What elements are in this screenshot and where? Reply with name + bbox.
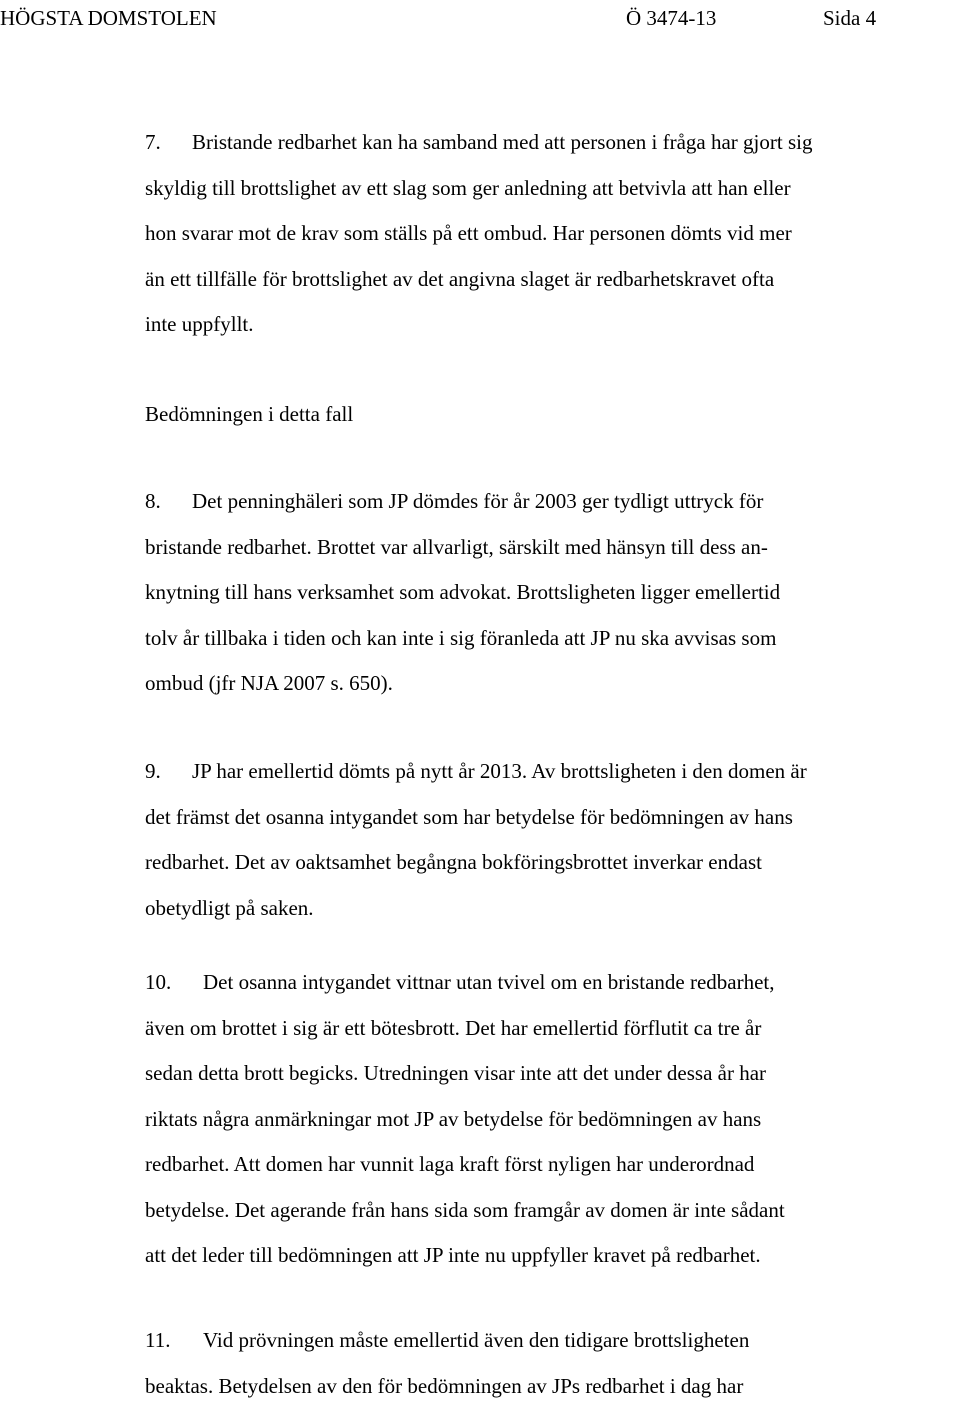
paragraph-line: tolv år tillbaka i tiden och kan inte i sig föranleda att JP nu ska avvisas som <box>145 616 960 662</box>
case-number: Ö 3474-13 <box>626 4 716 32</box>
paragraph-line: än ett tillfälle för brottslighet av det angivna slaget är redbarhetskravet ofta <box>145 257 960 303</box>
paragraph-line: redbarhet. Att domen har vunnit laga kraft först nyligen har underordnad <box>145 1142 960 1188</box>
paragraph-line: 8. Det penninghäleri som JP dömdes för år 2003 ger tydligt uttryck för <box>145 479 960 525</box>
paragraph-line: sedan detta brott begicks. Utredningen visar inte att det under dessa år har <box>145 1051 960 1097</box>
paragraph-number: 10. <box>145 960 203 1006</box>
paragraph-line: hon svarar mot de krav som ställs på ett ombud. Har personen dömts vid mer <box>145 211 960 257</box>
paragraph-line: redbarhet. Det av oaktsamhet begångna bokföringsbrottet inverkar endast <box>145 840 960 886</box>
paragraph-11 <box>145 1318 960 1409</box>
paragraph-line: 10. Det osanna intygandet vittnar utan tvivel om en bristande redbarhet, <box>145 960 960 1006</box>
paragraph-line: skyldig till brottslighet av ett slag som ger anledning att betvivla att han eller <box>145 166 960 212</box>
paragraph-line: knytning till hans verksamhet som advokat. Brottsligheten ligger emellertid <box>145 570 960 616</box>
paragraph-line: inte uppfyllt. <box>145 302 960 348</box>
paragraph-line: även om brottet i sig är ett bötesbrott. Det har emellertid förflutit ca tre år <box>145 1006 960 1052</box>
court-name: HÖGSTA DOMSTOLEN <box>0 4 217 32</box>
page-header <box>0 4 960 32</box>
paragraph-line: beaktas. Betydelsen av den för bedömningen av JPs redbarhet i dag har <box>145 1364 960 1409</box>
page-number: Sida 4 <box>823 4 876 32</box>
paragraph-7 <box>145 120 960 348</box>
paragraph-9 <box>145 749 960 931</box>
paragraph-number: 9. <box>145 749 192 795</box>
paragraph-10 <box>145 960 960 1279</box>
paragraph-line: bristande redbarhet. Brottet var allvarligt, särskilt med hänsyn till dess an- <box>145 525 960 571</box>
section-heading: Bedömningen i detta fall <box>145 392 353 438</box>
paragraph-8 <box>145 479 960 707</box>
paragraph-line: ombud (jfr NJA 2007 s. 650). <box>145 661 960 707</box>
paragraph-line: betydelse. Det agerande från hans sida som framgår av domen är inte sådant <box>145 1188 960 1234</box>
paragraph-line: 7. Bristande redbarhet kan ha samband med att personen i fråga har gjort sig <box>145 120 960 166</box>
paragraph-line: riktats några anmärkningar mot JP av betydelse för bedömningen av hans <box>145 1097 960 1143</box>
paragraph-number: 11. <box>145 1318 203 1364</box>
paragraph-number: 7. <box>145 120 192 166</box>
paragraph-line: 9. JP har emellertid dömts på nytt år 2013. Av brottsligheten i den domen är <box>145 749 960 795</box>
paragraph-line: obetydligt på saken. <box>145 886 960 932</box>
paragraph-line: att det leder till bedömningen att JP inte nu uppfyller kravet på redbarhet. <box>145 1233 960 1279</box>
paragraph-number: 8. <box>145 479 192 525</box>
paragraph-line: 11. Vid prövningen måste emellertid även den tidigare brottsligheten <box>145 1318 960 1364</box>
paragraph-line: det främst det osanna intygandet som har betydelse för bedömningen av hans <box>145 795 960 841</box>
